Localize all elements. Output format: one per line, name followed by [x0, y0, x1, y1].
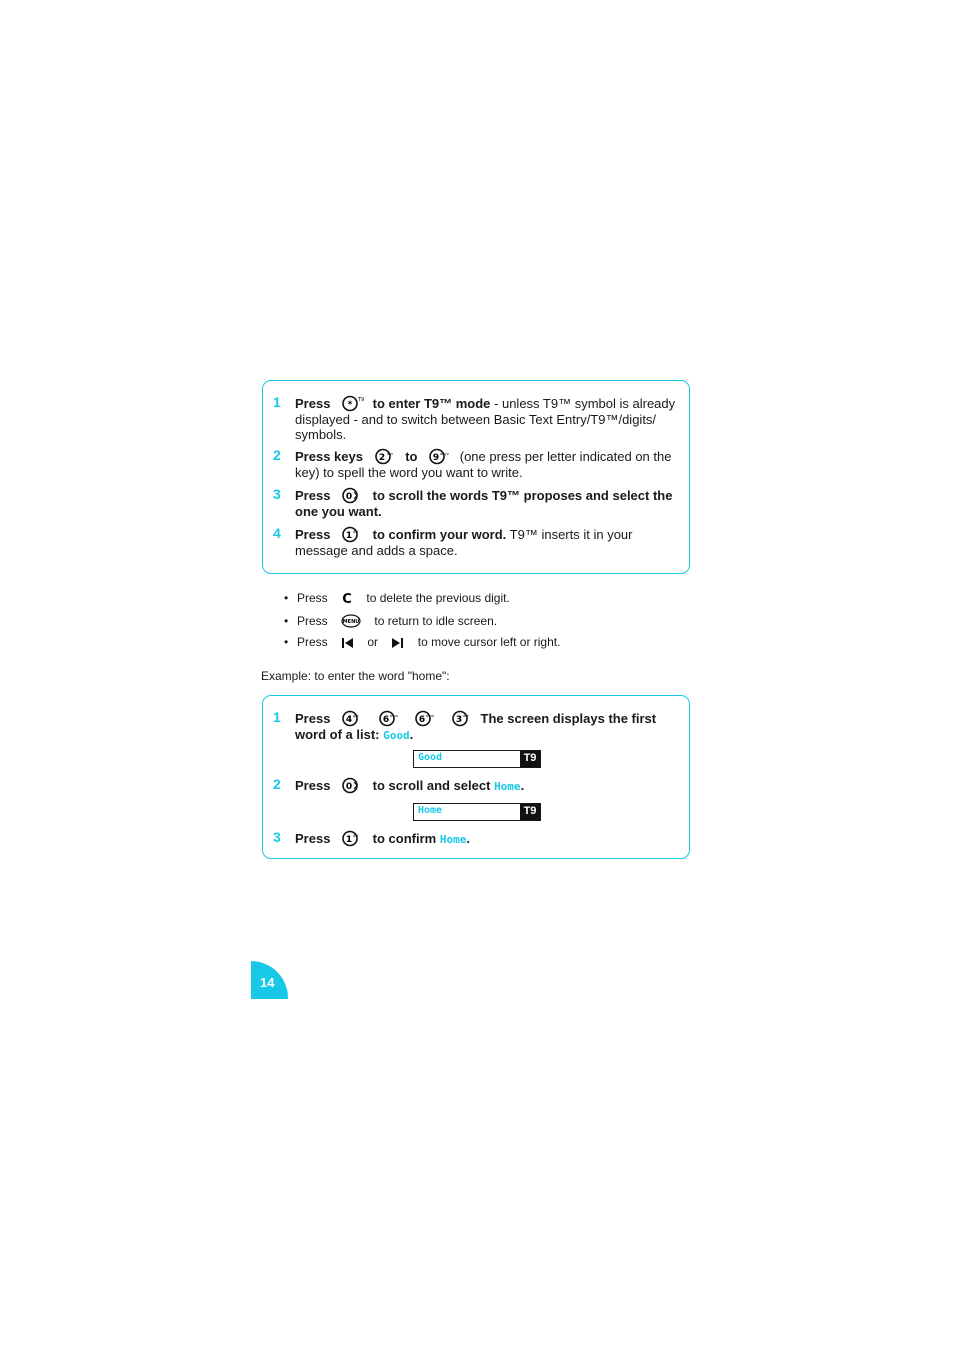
6-mno-key-icon — [379, 710, 398, 727]
bullet-text: to move cursor left or right. — [417, 635, 561, 649]
page-number-tab — [251, 961, 288, 999]
step-number: 1 — [273, 709, 281, 725]
punctuation: . — [520, 778, 525, 793]
step-action: Press — [295, 711, 331, 726]
svg-text:ghi: ghi — [353, 714, 359, 718]
3-def-key-icon — [452, 710, 471, 727]
step-instruction: to enter T9™ mode — [372, 396, 491, 411]
step-action: Press keys — [295, 449, 363, 464]
svg-text:6: 6 — [419, 715, 426, 725]
6-mno-key-icon — [415, 710, 434, 727]
punctuation: . — [409, 727, 414, 742]
svg-text:mno: mno — [389, 714, 398, 718]
step-action: Press — [295, 831, 331, 846]
svg-text:oo: oo — [353, 529, 358, 534]
phone-screen-preview — [413, 803, 541, 821]
bullet-press: Press — [297, 591, 328, 605]
step-action: Press — [295, 778, 331, 793]
svg-text:9: 9 — [432, 453, 440, 463]
svg-text:oo: oo — [353, 833, 358, 838]
example-caption: Example: to enter the word "home": — [261, 669, 450, 683]
screen-word: Good — [418, 752, 443, 763]
step-to: to — [405, 449, 418, 464]
t9-indicator: T9 — [520, 804, 540, 820]
1-key-icon — [342, 830, 361, 847]
step-note: (one press per letter indicated on the key) to spell the word you want to write. — [295, 449, 672, 480]
example-steps-box — [262, 695, 690, 859]
left-arrow-key-icon — [341, 637, 354, 653]
page-number: 14 — [260, 975, 275, 990]
svg-text:6: 6 — [382, 715, 389, 725]
bullet-press: Press — [297, 614, 328, 628]
svg-text:T9: T9 — [358, 397, 365, 403]
phone-screen-preview — [413, 750, 541, 768]
1-key-icon — [342, 526, 361, 543]
t9-instructions-box — [262, 380, 690, 574]
0-key-icon — [342, 487, 361, 504]
bullet-press: Press — [297, 635, 328, 649]
step-action: Press — [295, 396, 331, 411]
step-instruction: The screen displays the first word of a list: — [295, 711, 657, 742]
svg-text:3: 3 — [455, 715, 463, 725]
step-number: 1 — [273, 394, 281, 410]
svg-text:1: 1 — [345, 835, 353, 845]
list-item: • Press C to delete the previous digit. — [284, 591, 510, 607]
svg-text:1: 1 — [345, 531, 353, 541]
step-instruction: to scroll and select — [372, 778, 491, 793]
punctuation: . — [466, 831, 470, 846]
step-note: - unless T9™ symbol is already displayed - and to switch between Basic Text Entry/T9™/digits/ symbols. — [295, 396, 676, 442]
t9-word: Good — [383, 729, 410, 742]
t9-word: Home — [439, 833, 467, 846]
step-action: Press — [295, 527, 331, 542]
step-instruction: to scroll the words T9™ proposes and select the one you want. — [295, 488, 673, 519]
4-ghi-key-icon — [342, 710, 361, 727]
step-note: T9™ inserts it in your message and adds a space. — [295, 527, 633, 558]
svg-text:def: def — [462, 714, 469, 718]
step-instruction: to confirm your word. — [372, 527, 507, 542]
9-wxyz-key-icon — [429, 448, 448, 465]
step-number: 2 — [273, 447, 281, 463]
svg-text:2: 2 — [378, 453, 385, 463]
0-key-icon — [342, 777, 361, 794]
right-arrow-key-icon — [391, 637, 404, 653]
step-number: 4 — [273, 525, 281, 541]
star-key-icon — [342, 395, 365, 412]
bullet-text: to delete the previous digit. — [366, 591, 510, 605]
t9-word: Home — [494, 780, 521, 793]
menu-key-icon — [341, 614, 361, 632]
t9-indicator: T9 — [520, 751, 540, 767]
svg-text:mno: mno — [426, 714, 435, 718]
svg-text:MENU: MENU — [342, 619, 360, 625]
step-number: 3 — [273, 829, 281, 845]
svg-text:abc: abc — [386, 452, 393, 456]
svg-text:wxyz: wxyz — [440, 452, 449, 456]
svg-text:C: C — [342, 592, 352, 607]
svg-text:4: 4 — [345, 715, 353, 725]
list-item: • Press MENU to return to idle screen. — [284, 613, 497, 629]
bullet-or: or — [367, 635, 379, 649]
svg-text:0: 0 — [345, 492, 353, 502]
step-number: 2 — [273, 776, 281, 792]
2-abc-key-icon — [375, 448, 394, 465]
step-instruction: to confirm — [372, 831, 437, 846]
step-action: Press — [295, 488, 331, 503]
c-key-icon — [341, 591, 353, 609]
svg-text:*: * — [347, 400, 353, 410]
svg-text:0: 0 — [345, 782, 353, 792]
step-number: 3 — [273, 486, 281, 502]
screen-word: Home — [418, 805, 443, 816]
list-item: • Press or to move cursor left or right. — [284, 634, 560, 650]
bullet-text: to return to idle screen. — [374, 614, 498, 628]
